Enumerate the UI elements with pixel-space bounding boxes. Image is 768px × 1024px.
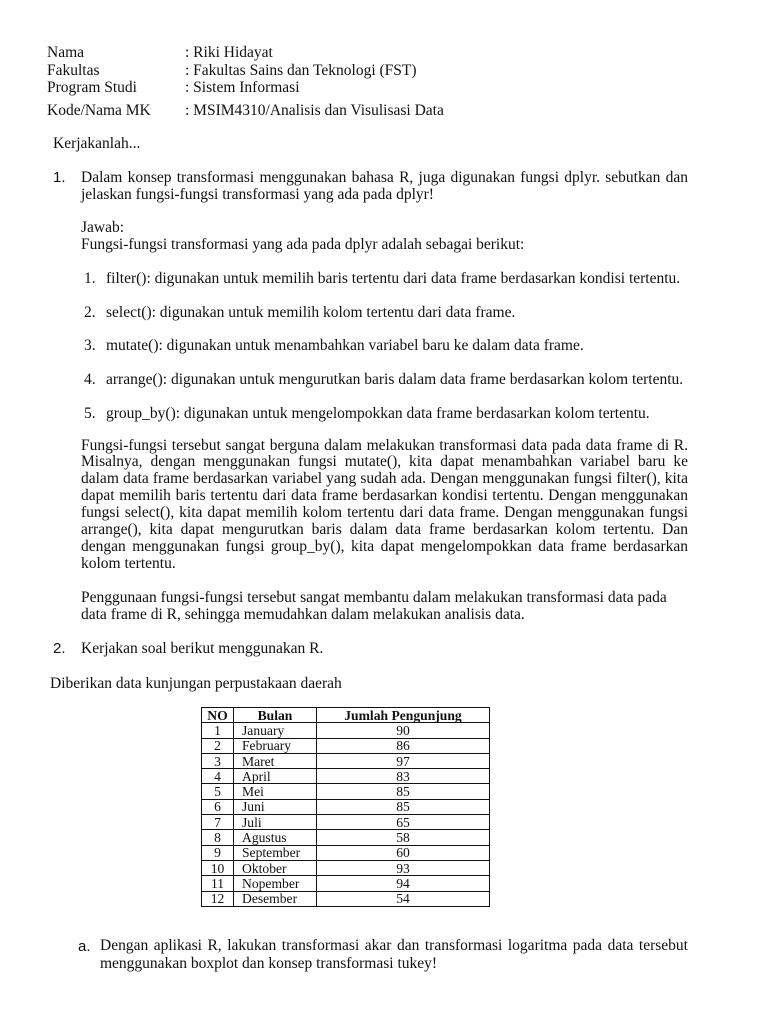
column-header-jumlah: Jumlah Pengunjung	[317, 708, 490, 723]
cell-jumlah: 58	[317, 830, 490, 845]
cell-bulan: Juni	[234, 799, 317, 814]
cell-bulan: January	[234, 723, 317, 738]
cell-bulan: Oktober	[234, 860, 317, 875]
header-label: Program Studi	[47, 78, 137, 96]
cell-bulan: Desember	[234, 891, 317, 906]
cell-jumlah: 83	[317, 769, 490, 784]
list-item-number: 3.	[84, 336, 96, 354]
header-row-nama	[47, 44, 273, 61]
header-value: : Fakultas Sains dan Teknologi (FST)	[185, 61, 417, 79]
cell-no: 12	[202, 891, 234, 906]
paragraph-line: kolom tertentu.	[81, 554, 176, 572]
list-item-text: filter(): digunakan untuk memilih baris tertentu dari data frame berdasarkan kondisi tertentu.	[106, 269, 681, 287]
cell-bulan: April	[234, 769, 317, 784]
cell-no: 7	[202, 815, 234, 830]
list-item-number: 1.	[84, 269, 96, 287]
cell-no: 2	[202, 738, 234, 753]
cell-bulan: Nopember	[234, 876, 317, 891]
cell-jumlah: 90	[317, 723, 490, 738]
sub-question-a-text	[100, 937, 688, 973]
cell-bulan: September	[234, 845, 317, 860]
list-item	[84, 304, 515, 321]
data-intro: Diberikan data kunjungan perpustakaan daerah	[50, 674, 342, 692]
table-row	[202, 723, 490, 738]
paragraph-line: Misalnya, dengan menggunakan fungsi mutate(), kita dapat menambahkan variabel baru ke	[81, 453, 688, 471]
cell-jumlah: 65	[317, 815, 490, 830]
cell-bulan: Maret	[234, 753, 317, 768]
header-row-kode-mk	[47, 102, 444, 119]
cell-bulan: February	[234, 738, 317, 753]
header-value: : Sistem Informasi	[185, 78, 300, 96]
cell-no: 10	[202, 860, 234, 875]
answer-label: Jawab:	[81, 218, 125, 236]
instruction-text: Kerjakanlah...	[53, 134, 141, 152]
explanation-paragraph	[81, 438, 688, 573]
paragraph-line: data frame di R, sehingga memudahkan dalam melakukan analisis data.	[81, 605, 525, 623]
cell-jumlah: 60	[317, 845, 490, 860]
paragraph-line: dapat memilih baris tertentu dari data frame berdasarkan kondisi tertentu. Dengan menggunakan	[81, 487, 688, 505]
list-item	[84, 337, 584, 354]
paragraph-line: arrange(), kita dapat mengurutkan baris dalam data frame berdasarkan kolom tertentu. Dan	[81, 521, 688, 539]
paragraph-line: Fungsi-fungsi tersebut sangat berguna dalam melakukan transformasi data pada data frame di R.	[81, 436, 688, 454]
list-item	[84, 405, 650, 422]
list-item-text: group_by(): digunakan untuk mengelompokkan data frame berdasarkan kolom tertentu.	[106, 404, 650, 422]
question-2-number: 2.	[53, 639, 66, 657]
table-row	[202, 830, 490, 845]
table-row	[202, 891, 490, 906]
header-label: Fakultas	[47, 61, 100, 79]
list-item	[84, 371, 683, 388]
header-value: : MSIM4310/Analisis dan Visulisasi Data	[185, 101, 444, 119]
column-header-bulan: Bulan	[234, 708, 317, 723]
table-row	[202, 784, 490, 799]
paragraph-line: fungsi select(), kita dapat memilih kolom tertentu dari data frame. Dengan menggunakan fungsi	[81, 504, 688, 522]
conclusion-paragraph	[81, 589, 688, 623]
cell-jumlah: 93	[317, 860, 490, 875]
header-label: Nama	[47, 43, 85, 61]
cell-bulan: Juli	[234, 815, 317, 830]
cell-no: 11	[202, 876, 234, 891]
question-1-number: 1.	[53, 168, 66, 186]
list-item-number: 2.	[84, 303, 96, 321]
cell-no: 8	[202, 830, 234, 845]
list-item-text: arrange(): digunakan untuk mengurutkan baris dalam data frame berdasarkan kolom tertentu.	[106, 370, 684, 388]
table-row	[202, 815, 490, 830]
table-row	[202, 753, 490, 768]
question-2-text: Kerjakan soal berikut menggunakan R.	[81, 639, 324, 657]
header-label: Kode/Nama MK	[47, 101, 151, 119]
list-item-text: mutate(): digunakan untuk menambahkan variabel baru ke dalam data frame.	[106, 336, 584, 354]
question-1-line: jelaskan fungsi-fungsi transformasi yang ada pada dplyr!	[81, 185, 434, 203]
cell-jumlah: 85	[317, 799, 490, 814]
table-row	[202, 799, 490, 814]
cell-bulan: Mei	[234, 784, 317, 799]
list-item	[84, 270, 680, 287]
header-value: : Riki Hidayat	[185, 43, 273, 61]
cell-jumlah: 85	[317, 784, 490, 799]
column-header-no: NO	[202, 708, 234, 723]
list-item-number: 4.	[84, 370, 96, 388]
cell-jumlah: 54	[317, 891, 490, 906]
paragraph-line: dengan menggunakan fungsi group_by(), kita dapat mengelompokkan data frame berdasarkan	[81, 537, 688, 555]
sub-question-line: Dengan aplikasi R, lakukan transformasi akar dan transformasi logaritma pada data tersebut	[100, 937, 688, 954]
header-row-program-studi	[47, 79, 300, 96]
header-row-fakultas	[47, 62, 417, 79]
cell-jumlah: 94	[317, 876, 490, 891]
table-row	[202, 876, 490, 891]
answer-intro: Fungsi-fungsi transformasi yang ada pada dplyr adalah sebagai berikut:	[81, 235, 525, 253]
sub-question-a-label: a.	[78, 937, 91, 955]
sub-question-line: menggunakan boxplot dan konsep transformasi tukey!	[100, 955, 438, 972]
cell-no: 5	[202, 784, 234, 799]
question-1-line: Dalam konsep transformasi menggunakan bahasa R, juga digunakan fungsi dplyr. sebutkan dan	[81, 168, 688, 186]
question-1-text	[81, 169, 688, 203]
table-header-row	[202, 708, 490, 723]
table-row	[202, 769, 490, 784]
cell-no: 3	[202, 753, 234, 768]
cell-no: 9	[202, 845, 234, 860]
list-item-text: select(): digunakan untuk memilih kolom tertentu dari data frame.	[106, 303, 516, 321]
table-row	[202, 845, 490, 860]
cell-jumlah: 86	[317, 738, 490, 753]
list-item-number: 5.	[84, 404, 96, 422]
paragraph-line: dalam data frame berdasarkan variabel yang sudah ada. Dengan menggunakan fungsi filter(), kita	[81, 470, 688, 488]
table-row	[202, 738, 490, 753]
cell-no: 1	[202, 723, 234, 738]
visitor-table	[201, 707, 490, 907]
paragraph-line: Penggunaan fungsi-fungsi tersebut sangat membantu dalam melakukan transformasi data pada	[81, 588, 667, 606]
cell-jumlah: 97	[317, 753, 490, 768]
cell-no: 6	[202, 799, 234, 814]
cell-bulan: Agustus	[234, 830, 317, 845]
table-row	[202, 860, 490, 875]
cell-no: 4	[202, 769, 234, 784]
